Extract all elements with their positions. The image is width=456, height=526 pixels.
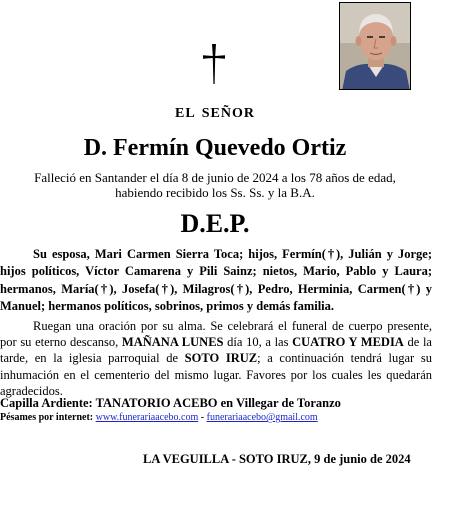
portrait-photo-icon bbox=[340, 3, 411, 90]
portrait-photo bbox=[339, 2, 411, 90]
funeral-text-1: Ruegan una oración por su alma. Se celebrará el funeral de cuerpo presente, por su eterno descanso, bbox=[0, 319, 432, 350]
death-notice bbox=[0, 170, 430, 200]
intro-word-1: EL bbox=[175, 106, 196, 121]
rest-in-peace-heading: D.E.P. bbox=[180, 209, 250, 238]
funeral-time: CUATRO Y MEDIA bbox=[292, 335, 404, 350]
death-notice-line-1: Falleció en Santander el día 8 de junio de 2024 a los 78 años de edad, bbox=[34, 170, 396, 185]
deceased-name: D. Fermín Quevedo Ortiz bbox=[83, 135, 347, 161]
email-link[interactable]: funerariaacebo@gmail.com bbox=[206, 412, 318, 423]
intro-word-2: SEÑOR bbox=[201, 106, 255, 121]
chapel-line: Capilla Ardiente: TANATORIO ACEBO en Villegar de Toranzo bbox=[0, 396, 341, 410]
funeral-text-3: de la tarde, en la iglesia parroquial de bbox=[0, 335, 432, 366]
death-notice-line-2: habiendo recibido los Ss. Ss. y la B.A. bbox=[115, 185, 315, 200]
deceased-intro bbox=[0, 106, 430, 122]
funeral-paragraph bbox=[0, 318, 432, 399]
funeral-place: SOTO IRUZ bbox=[184, 351, 258, 366]
place-date-line: LA VEGUILLA - SOTO IRUZ, 9 de junio de 2024 bbox=[143, 452, 411, 466]
cross-icon bbox=[200, 44, 228, 84]
condolences-label: Pésames por internet: bbox=[0, 412, 94, 423]
condolences-separator: - bbox=[198, 412, 207, 423]
funeral-text-2: día 10, a las bbox=[223, 335, 293, 350]
website-link[interactable]: www.funerariaacebo.com bbox=[95, 412, 199, 423]
condolences-line bbox=[0, 412, 318, 423]
family-paragraph: Su esposa, Mari Carmen Sierra Toca; hijos, Fermín(†), Julián y Jorge; hijos políticos, Víctor Camarena y Pili Sainz; nietos, Mario, Pablo y Laura; hermanos, María(†), Josefa(†), Milagros(†), Pedro, Herminia, Carmen(†) y Manuel; hermanos políticos, sobrinos, primos y demás familia. bbox=[0, 247, 432, 313]
funeral-day: MAÑANA LUNES bbox=[121, 335, 224, 350]
funeral-text-4: ; a continuación tendrá lugar su inhumación en el cementerio del mismo lugar. Favores por los cuales les quedarán agradecidos. bbox=[0, 351, 432, 398]
